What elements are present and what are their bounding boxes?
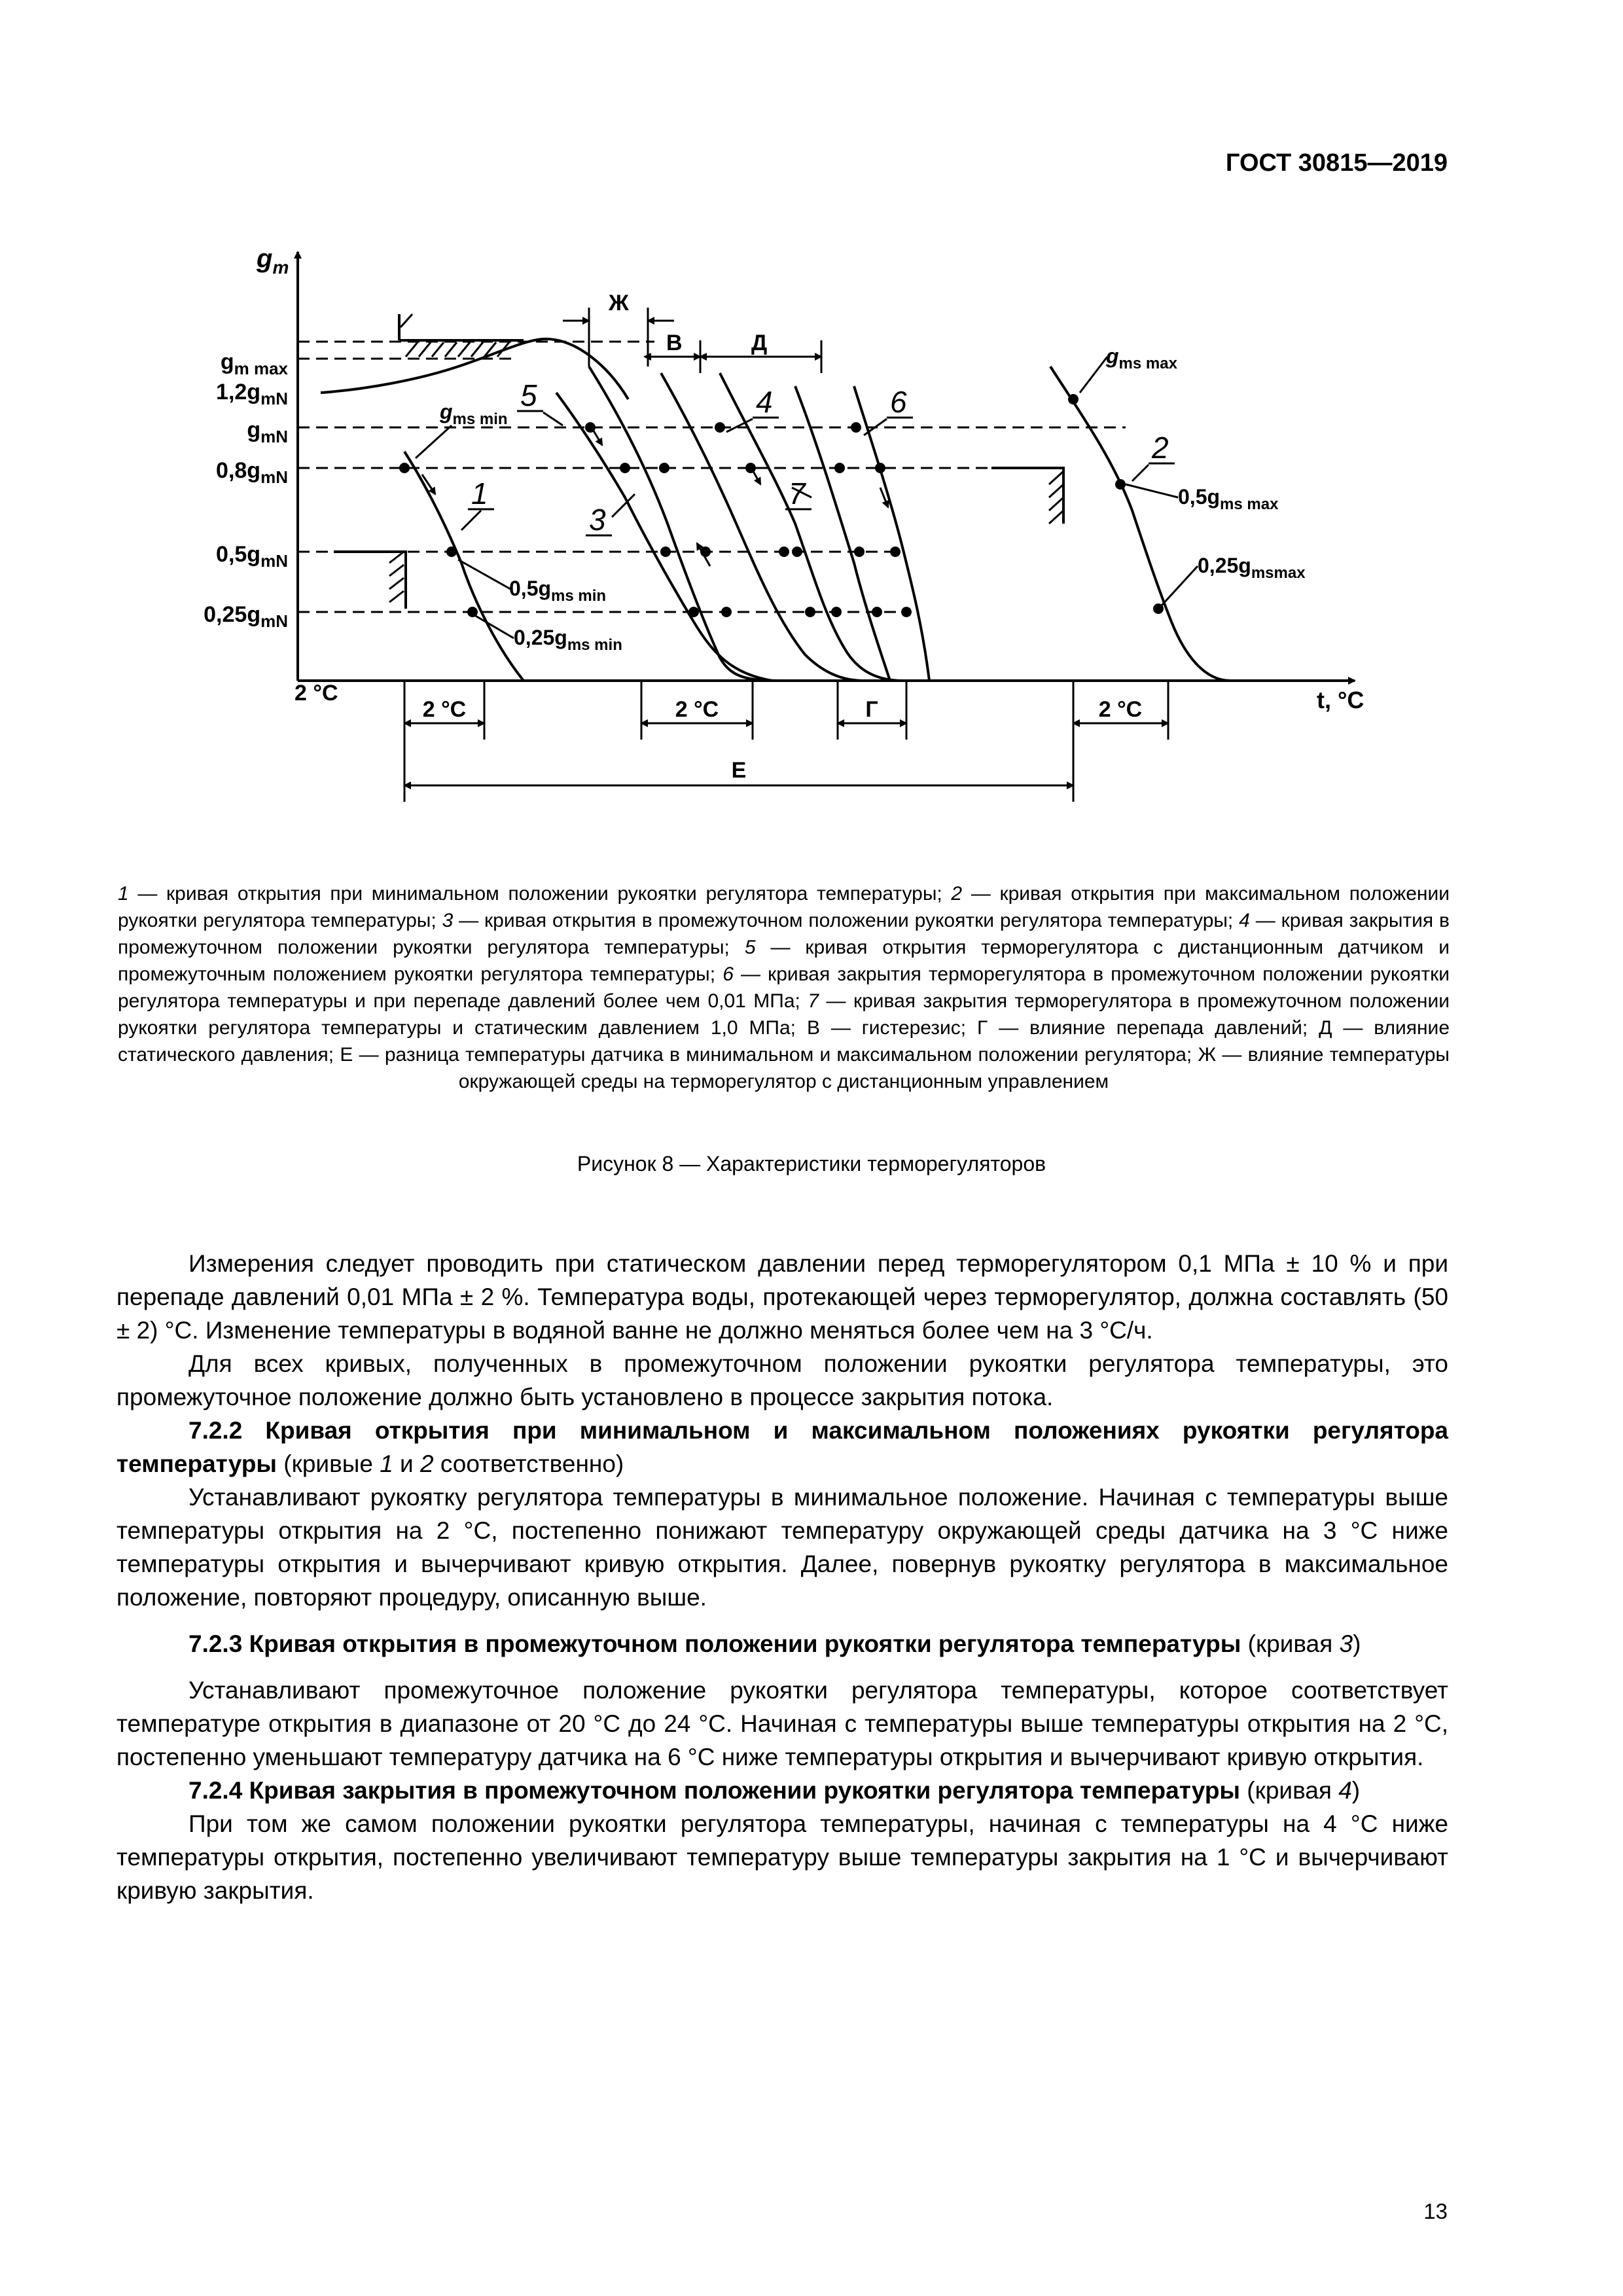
curve-number-5: 5 [520,378,537,412]
dim-d: Д [751,331,768,355]
legend-num-3: 3 [442,910,454,931]
origin-label: 2 °C [294,681,338,706]
initial-flow-curve [321,339,628,399]
section-7-2-4-curve: 4 [1338,1777,1352,1804]
annot-quarter-gms-min: $0,25g_{ms min}$ [514,626,622,654]
top-dimensions [563,308,821,373]
legend-text-2: — кривая открытия при максимальном положении рукоятки регулятора температуры; [118,883,1450,931]
legend-text-7: — кривая закрытия терморегулятора в промежуточном положении рукоятки регулятора температуры и статическим давлением 1,0 МПа; [118,990,1450,1039]
paragraph-intermediate-position: Для всех кривых, полученных в промежуточном положении рукоятки регулятора температуры, это промежуточное положение должно быть установлено в процессе закрытия потока. [116,1350,1448,1410]
legend-text-1: — кривая открытия при минимальном положении рукоятки регулятора температуры; [128,883,952,905]
dim-2c-a: 2 °C [422,697,467,722]
legend-text-4: — кривая закрытия в промежуточном положении рукоятки регулятора температуры; [118,910,1450,958]
section-7-2-4-heading [116,1774,1448,1807]
x-axis-label: t, °C [1317,687,1364,713]
curve-2 [1050,367,1230,681]
annot-gms-min: $g_{ms min}$ [440,400,508,428]
dim-2c-c: 2 °C [1098,697,1143,722]
legend-num-7: 7 [808,990,819,1012]
section-7-2-3-curve: 3 [1339,1630,1353,1657]
thermostat-characteristics-figure [0,0,1623,851]
curve-6a [795,386,890,681]
curve-4 [661,373,864,681]
section-7-2-2-curve-2: 2 [420,1450,434,1477]
y-tick-1-2gmN: $1,2g_{mN}$ [216,380,288,408]
section-7-2-3-tail-a: (кривая [1241,1630,1340,1657]
figure-caption: Рисунок 8 — Характеристики терморегуляторов [577,1152,1046,1175]
section-7-2-2-heading [116,1414,1448,1480]
section-7-2-2-title: 7.2.2 Кривая открытия при минимальном и максимальном положениях рукоятки регулятора температуры [116,1417,1448,1477]
paragraph-7-2-2-procedure: Устанавливают рукоятку регулятора температуры в минимальное положение. Начиная с температуры выше температуры открытия на 2 °С, постепенно понижают температуру окружающей среды датчика на 3 °С ниже температуры открытия и вычерчивают кривую открытия. Далее, повернув рукоятку регулятора в максимальное положение, повторяют процедуру, описанную выше. [116,1484,1448,1611]
curve-6b [854,386,929,681]
y-tick-gm-max: $g_{m max}$ [220,350,288,378]
section-7-2-4-tail-b: ) [1351,1777,1361,1804]
legend-text-letters: В — гистерезис; Г — влияние перепада давлений; Д — влияние статического давления; Е — разница температуры датчика в минимальном и максимальном положении регулятора; Ж — влияние температуры окружающей среды на терморегулятор с дистанционным управлением [118,1017,1450,1092]
section-7-2-2-tail-a: (кривые [277,1450,380,1477]
legend-num-2: 2 [951,883,963,905]
legend-text-5: — кривая открытия терморегулятора с дистанционным датчиком и промежуточным положением рукоятки регулятора температуры; [118,937,1450,985]
dim-2c-b: 2 °C [675,697,719,722]
legend-num-6: 6 [722,963,734,985]
y-tick-0-5gmN: $0,5g_{mN}$ [216,542,288,571]
annot-gms-max: $g_{ms max}$ [1106,344,1177,372]
legend-num-5: 5 [744,937,756,958]
annot-half-gms-min: $0,5g_{ms min}$ [509,577,607,605]
bottom-dimension-labels [423,697,1143,783]
y-tick-0-8gmN: $0,8g_{mN}$ [216,458,288,487]
bottom-dimensions [404,681,1168,802]
section-7-2-2-tail-c: соответственно) [433,1450,624,1477]
paragraph-7-2-3-procedure: Устанавливают промежуточное положение рукоятки регулятора температуры, которое соответствует температуре открытия в диапазоне от 20 °С до 24 °С. Начиная с температуры выше температуры открытия на 2 °С, постепенно уменьшают температуру датчика на 6 °С ниже температуры открытия и вычерчивают кривую открытия. [116,1677,1448,1770]
curves [321,339,1230,681]
curve-number-1: 1 [471,476,488,511]
curve-number-4: 4 [756,385,773,419]
page-number: 13 [1423,2199,1448,2223]
curve-number-2: 2 [1152,431,1169,465]
annot-quarter-gms-max: $0,25g_{msmax}$ [1198,554,1306,582]
curve-1 [404,452,524,681]
reference-lines [298,342,1126,612]
curve-number-underlines [461,411,1175,535]
dim-v: В [666,331,683,355]
legend-num-1: 1 [118,883,129,905]
section-7-2-4-tail-a: (кривая [1240,1777,1339,1804]
paragraph-7-2-4-procedure: При том же самом положении рукоятки регулятора температуры, начиная с температуры на 4 °С ниже температуры открытия, постепенно увеличивают температуру выше температуры закрытия на 1 °С и вычерчивают кривую закрытия. [116,1810,1448,1904]
section-7-2-4-title: 7.2.4 Кривая закрытия в промежуточном положении рукоятки регулятора температуры [188,1777,1241,1804]
legend-text-6: — кривая закрытия терморегулятора в промежуточном положении рукоятки регулятора температуры и при перепаде давлений более чем 0,01 МПа; [118,963,1450,1012]
paragraph-measurements: Измерения следует проводить при статическом давлении перед терморегулятором 0,1 МПа ± 10 % и при перепаде давлений 0,01 МПа ± 2 %. Температура воды, протекающей через терморегулятор, должна составлять (50 ± 2) °С. Изменение температуры в водяной ванне не должно меняться более чем на 3 °С/ч. [116,1250,1448,1344]
figure-drawing [0,0,1623,851]
dim-g: Г [865,697,878,722]
annot-half-gms-max: $0,5g_{ms max}$ [1178,485,1279,513]
section-7-2-3-title: 7.2.3 Кривая открытия в промежуточном положении рукоятки регулятора температуры [188,1630,1241,1657]
body-text [116,1247,1448,1907]
curve-number-6: 6 [890,385,907,419]
dim-zh: Ж [609,291,629,315]
figure-legend [118,880,1450,1095]
dim-e: Е [731,758,747,783]
document-id: ГОСТ 30815—2019 [1225,149,1448,177]
section-7-2-3-heading [116,1627,1448,1660]
legend-num-4: 4 [1239,910,1250,931]
top-dimension-letters [608,291,767,355]
section-7-2-2-tail-b: и [393,1450,420,1477]
y-tick-labels [204,350,288,631]
y-tick-gmN: $g_{mN}$ [247,418,288,446]
legend-text-3: — кривая открытия в промежуточном положении рукоятки регулятора температуры; [453,910,1240,931]
section-7-2-3-tail-b: ) [1353,1630,1361,1657]
y-tick-0-25gmN: $0,25g_{mN}$ [204,602,288,631]
y-axis-label: $g_m$ [257,244,289,278]
curve-number-7: 7 [789,476,806,511]
curve-number-3: 3 [589,503,606,537]
section-7-2-2-curve-1: 1 [380,1450,393,1477]
curve-annotations [439,344,1306,654]
hatched-stops [334,314,1063,609]
